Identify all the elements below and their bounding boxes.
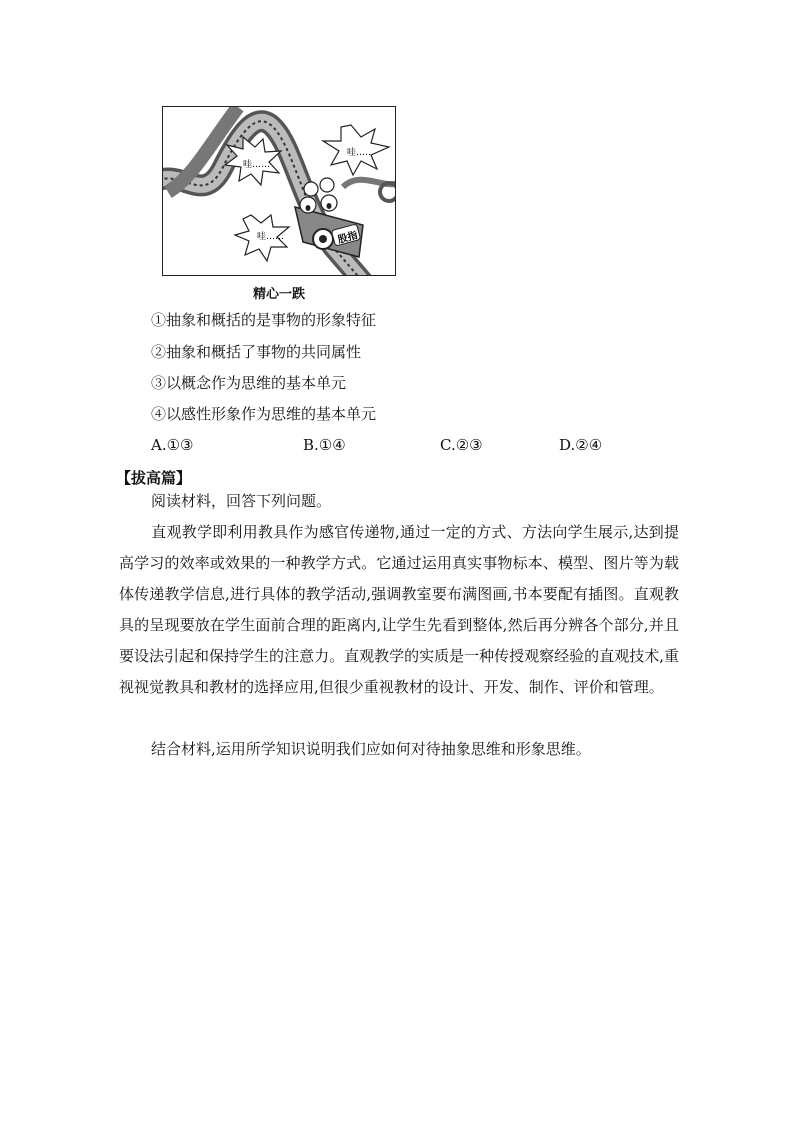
bubble-text: 哇…… [243,160,271,170]
rider-mouth [306,205,311,211]
figure-caption: 精心一跌 [252,287,305,302]
bubble-text: 哇…… [347,148,375,158]
choice-d[interactable]: D.②④ [559,436,603,454]
bubble-text: 哇…… [257,232,285,242]
answer-choices [151,436,671,456]
choice-a[interactable]: A.①③ [151,436,194,454]
option-1: ①抽象和概括的是事物的形象特征 [151,311,377,329]
choice-b[interactable]: B.①④ [303,436,346,454]
task-paragraph [119,734,679,765]
rider-head [304,182,318,196]
roller-coaster-drawing [163,107,396,276]
car-headlight-center [319,235,327,243]
car-label: 股指 [336,230,359,247]
section-title: 【拔高篇】 [116,469,192,487]
material-text: 直观教学即利用教具作为感官传递物,通过一定的方式、方法向学生展示,达到提高学习的效率或效果的一种教学方式。它通过运用真实事物标本、模型、图片等为载体传递教学信息,进行具体的教学活动,强调教室要布满图画,书本要配有插图。直观教具的呈现要放在学生面前合理的距离内,让学生先看到整体,然后再分辨各个部分,并且要设法引起和保持学生的注意力。直观教学的实质是一种传授观察经验的直观技术,重视视觉教具和教材的选择应用,但很少重视教材的设计、开发、制作、评价和管理。 [119,523,679,696]
choice-c[interactable]: C.②③ [440,436,483,454]
rider-mouth [327,203,332,209]
material-paragraph [119,517,679,703]
rider-head [320,178,334,192]
cartoon-illustration [162,106,396,276]
instruction-text: 阅读材料，回答下列问题。 [151,492,332,510]
option-2: ②抽象和概括了事物的共同属性 [151,343,362,361]
instruction-paragraph [119,486,679,517]
option-3: ③以概念作为思维的基本单元 [151,374,347,392]
option-4: ④以感性形象作为思维的基本单元 [151,405,377,423]
task-text: 结合材料,运用所学知识说明我们应如何对待抽象思维和形象思维。 [151,740,591,758]
